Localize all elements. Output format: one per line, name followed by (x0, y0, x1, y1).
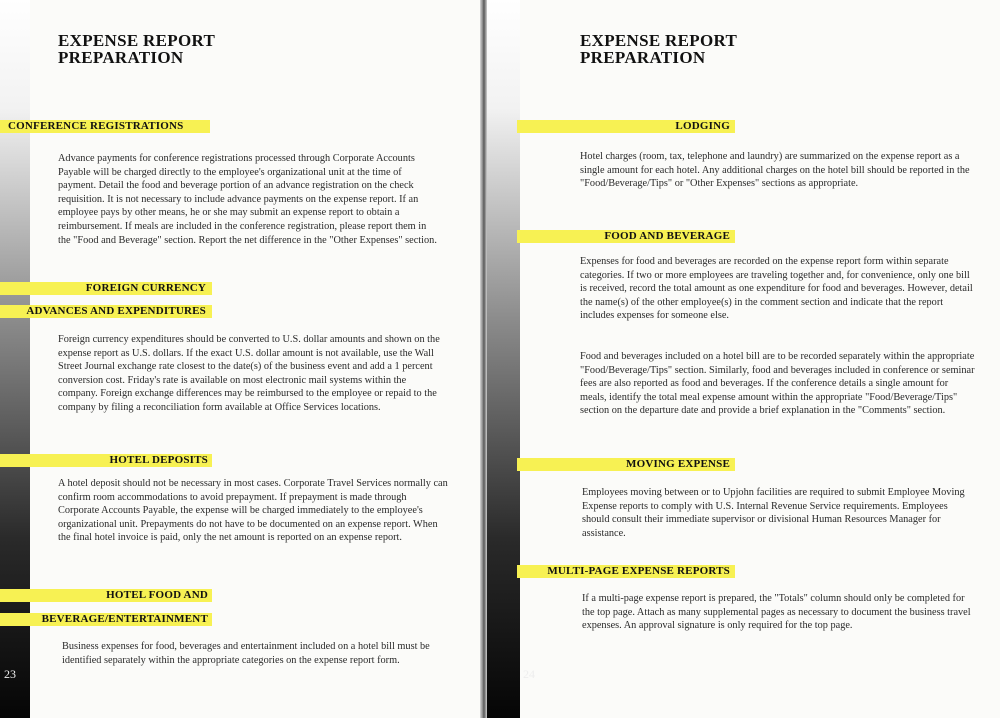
section-heading-moving: MOVING EXPENSE (626, 458, 730, 470)
page-edge-shadow (0, 0, 30, 718)
page-title: EXPENSE REPORT PREPARATION (58, 31, 216, 67)
page-number: 24 (523, 667, 535, 681)
page-title: EXPENSE REPORT PREPARATION (580, 31, 738, 67)
section-heading-lodging: LODGING (675, 120, 730, 132)
section-heading-multipage: MULTI-PAGE EXPENSE REPORTS (547, 565, 730, 577)
section-heading-foreign: FOREIGN CURRENCY (85, 282, 206, 294)
section-body-hotel-deposits: A hotel deposit should not be necessary in most cases. Corporate Travel Services normally can confirm room accommodations to avoid prepayment. If prepayment is made through Corporate Accounts Payable, the expense will be charged immediately to the employee's organizational unit. Prepayments do not have to be documented on an expense report. When the final hotel invoice is paid, only the net amount is reported on an expense report. (58, 478, 448, 544)
section-body-moving: Employees moving between or to Upjohn facilities are required to submit Employee Moving Expense reports to comply with U.S. Internal Revenue Service requirements. Employees should consult their immediate supervisor or divisional Human Resources Manager for assistance. (582, 487, 965, 539)
page-number: 23 (4, 667, 16, 681)
section-heading-conference: CONFERENCE REGISTRATIONS (8, 120, 184, 132)
page-edge-shadow (487, 0, 520, 718)
section-heading-hotel-deposits: HOTEL DEPOSITS (109, 454, 208, 466)
section-body-food: Expenses for food and beverages are recorded on the expense report form within separate categories. If two or more employees are traveling together and, for convenience, only one bill is received, record the total amount as one expenditure for food and beverages. However, detail the name(s) of the other employee(s) in the comment section and indicate that the report includes expenses for someone else. (580, 256, 973, 322)
section-body-multipage: If a multi-page expense report is prepared, the "Totals" column should only be completed for the top page. Attach as many supplemental pages as necessary to document the business travel expenses. An approval signature is only required for the top page. (582, 593, 971, 632)
section-body-food-2: Food and beverages included on a hotel bill are to be recorded separately within the appropriate "Food/Beverage/Tips" section. Similarly, food and beverages included in conference or seminar fees are also reported as food and beverages. If the conference details a single amount for meals, identify the total meal expense amount within the appropriate "Food/Beverage/Tips" section on the departure date and provide a brief explanation in the "Comments" section. (580, 351, 975, 417)
section-heading-hotel-food-line2: BEVERAGE/ENTERTAINMENT (41, 613, 208, 625)
section-body-foreign: Foreign currency expenditures should be converted to U.S. dollar amounts and shown on the expense report as U.S. dollars. If the exact U.S. dollar amount is not available, use the Wall Street Journal exchange rate closest to the date(s) of the business event and add a 1 percent conversion cost. Friday's rate is available on most electronic mail systems within the company. Foreign exchange differences may be reimbursed to the employee or repaid to the company by filing a reconciliation form available at Office Services locations. (58, 334, 440, 413)
section-heading-food: FOOD AND BEVERAGE (604, 230, 730, 242)
section-body-conference: Advance payments for conference registrations processed through Corporate Accounts Payable will be charged directly to the employee's organizational unit at the time of payment. Detail the food and beverage portion of an advance registration on the check requisition. It is not necessary to include advance payments on the expense report. If an employee pays by other means, he or she may submit an expense report to obtain a reimbursement. If meals are included in the conference registration, please report them in the "Food and Beverage" section. Report the net difference in the "Other Expenses" section. (58, 153, 437, 246)
section-heading-hotel-food: HOTEL FOOD AND (106, 589, 208, 601)
section-body-hotel-food: Business expenses for food, beverages and entertainment included on a hotel bill must be identified separately within the appropriate categories on the expense report form. (62, 641, 430, 666)
section-heading-foreign-line2: ADVANCES AND EXPENDITURES (26, 305, 206, 317)
book-gutter (480, 0, 487, 718)
left-page (0, 0, 480, 718)
section-body-lodging: Hotel charges (room, tax, telephone and laundry) are summarized on the expense report as a single amount for each hotel. Any additional charges on the hotel bill should be reported in the "Food/Beverage/Tips" or "Other Expenses" sections as appropriate. (580, 151, 970, 190)
right-page (487, 0, 1000, 718)
